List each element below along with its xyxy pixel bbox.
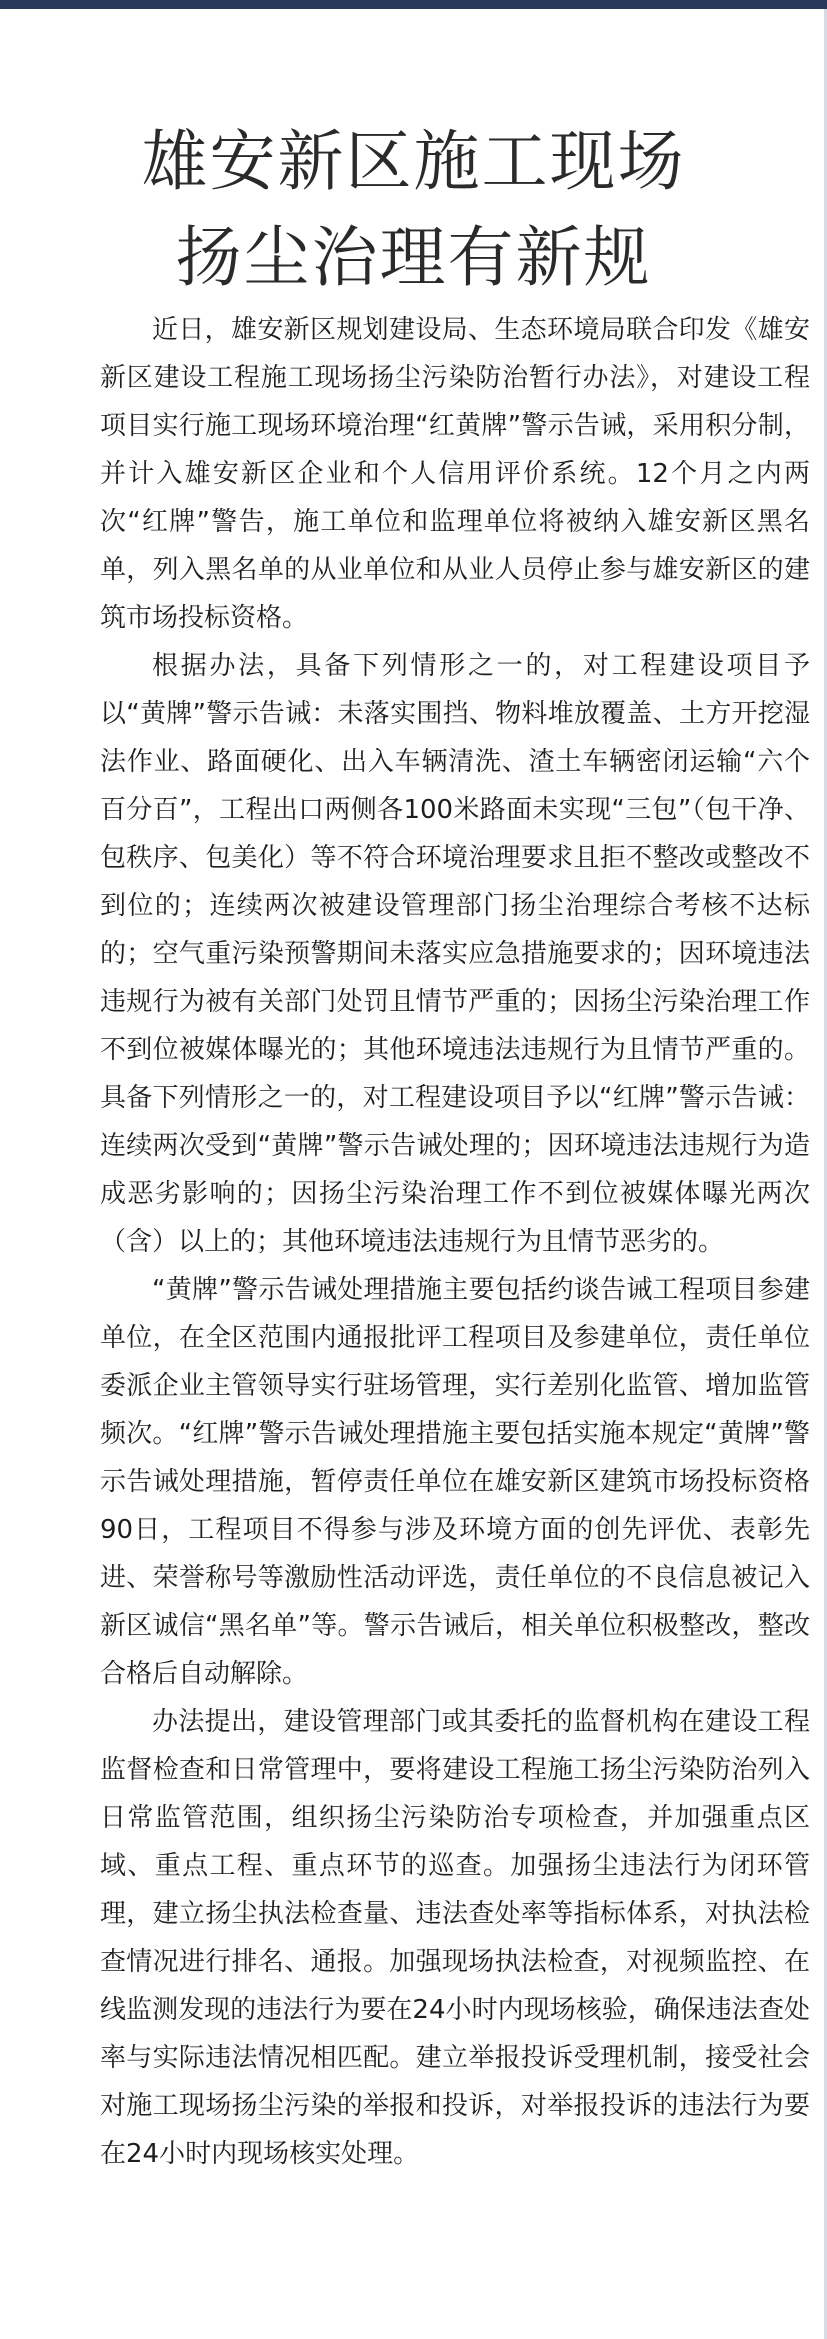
paragraph-2: 根据办法，具备下列情形之一的，对工程建设项目予以“黄牌”警示告诫：未落实围挡、物料堆放覆盖、土方开挖湿法作业、路面硬化、出入车辆清洗、渣土车辆密闭运输“六个百分百”，工程出口两侧各100米路面未实现“三包”（包干净、包秩序、包美化）等不符合环境治理要求且拒不整改或整改不到位的；连续两次被建设管理部门扬尘治理综合考核不达标的；空气重污染预警期间未落实应急措施要求的；因环境违法违规行为被有关部门处罚且情节严重的；因扬尘污染治理工作不到位被媒体曝光的；其他环境违法违规行为且情节严重的。具备下列情形之一的，对工程建设项目予以“红牌”警示告诫：连续两次受到“黄牌”警示告诫处理的；因环境违法违规行为造成恶劣影响的；因扬尘污染治理工作不到位被媒体曝光两次（含）以上的；其他环境违法违规行为且情节恶劣的。 [100,651,810,1257]
article-body [100,306,810,2178]
article-headline [0,114,827,306]
top-color-bar [0,0,827,9]
paragraph-1: 近日，雄安新区规划建设局、生态环境局联合印发《雄安新区建设工程施工现场扬尘污染防治暂行办法》，对建设工程项目实行施工现场环境治理“红黄牌”警示告诫，采用积分制，并计入雄安新区企业和个人信用评价系统。12个月之内两次“红牌”警告，施工单位和监理单位将被纳入雄安新区黑名单，列入黑名单的从业单位和从业人员停止参与雄安新区的建筑市场投标资格。 [100,315,810,633]
paragraph-4: 办法提出，建设管理部门或其委托的监督机构在建设工程监督检查和日常管理中，要将建设工程施工扬尘污染防治列入日常监管范围，组织扬尘污染防治专项检查，并加强重点区域、重点工程、重点环节的巡查。加强扬尘违法行为闭环管理，建立扬尘执法检查量、违法查处率等指标体系，对执法检查情况进行排名、通报。加强现场执法检查，对视频监控、在线监测发现的违法行为要在24小时内现场核验，确保违法查处率与实际违法情况相匹配。建立举报投诉受理机制，接受社会对施工现场扬尘污染的举报和投诉，对举报投诉的违法行为要在24小时内现场核实处理。 [100,1707,810,2169]
paragraph-3: “黄牌”警示告诫处理措施主要包括约谈告诫工程项目参建单位，在全区范围内通报批评工程项目及参建单位，责任单位委派企业主管领导实行驻场管理，实行差别化监管、增加监管频次。“红牌”警示告诫处理措施主要包括实施本规定“黄牌”警示告诫处理措施，暂停责任单位在雄安新区建筑市场投标资格90日，工程项目不得参与涉及环境方面的创先评优、表彰先进、荣誉称号等激励性活动评选，责任单位的不良信息被记入新区诚信“黑名单”等。警示告诫后，相关单位积极整改，整改合格后自动解除。 [100,1275,810,1689]
headline-line-1: 雄安新区施工现场 [141,123,686,201]
headline-line-2: 扬尘治理有新规 [175,219,652,297]
